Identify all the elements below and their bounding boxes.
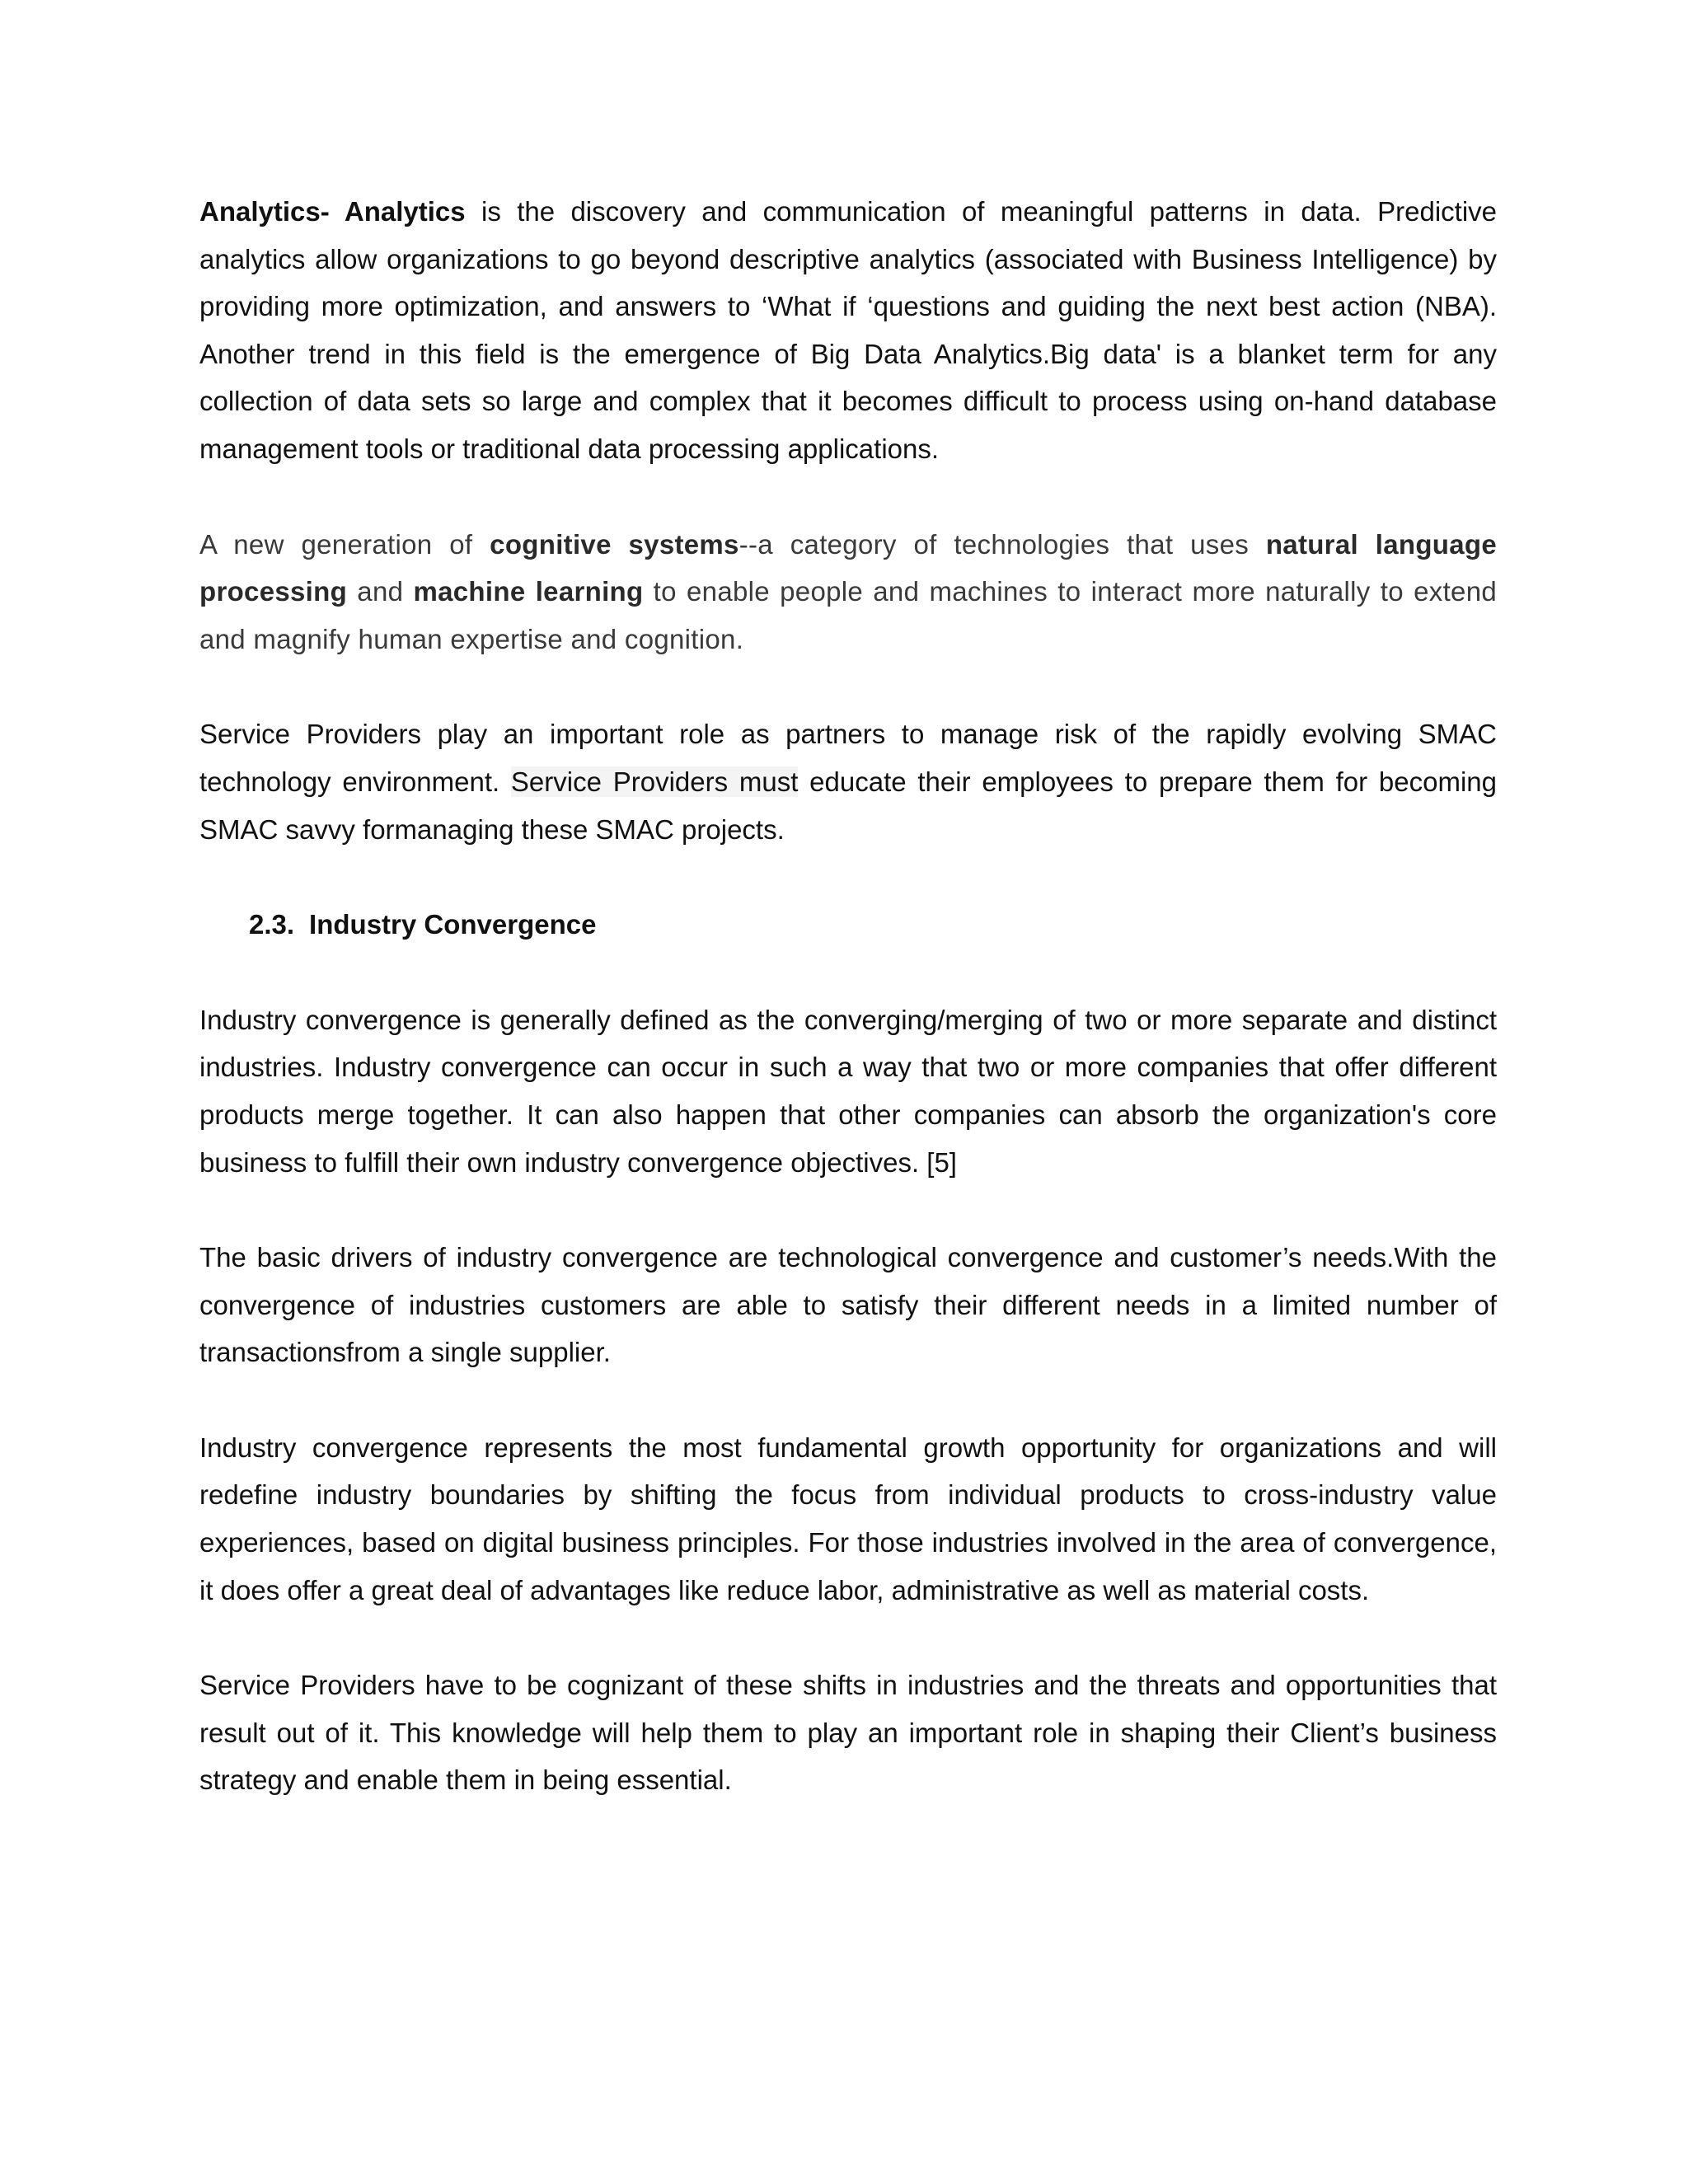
section-number: 2.3.	[249, 909, 295, 940]
paragraph-growth-opportunity: Industry convergence represents the most fundamental growth opportunity for organizations and will redefine industry boundaries by shifting the focus from individual products to cross-industry value experiences, based on digital business principles. For those industries involved in the area of convergence, it does offer a great deal of advantages like reduce labor, administrative as well as material costs.	[199, 1432, 1497, 1605]
service-providers-text-2: educate their employees to prepare them for becoming SMAC savvy formanaging these SMAC projects.	[199, 766, 1497, 845]
paragraph-service-providers-smac	[199, 710, 1497, 853]
highlighted-text: Service Providers must	[510, 766, 799, 797]
nlp-term: natural language processing	[199, 528, 1497, 607]
cognitive-text-3: and	[347, 576, 414, 607]
cognitive-text-2: --a category of technologies that uses	[738, 528, 1266, 560]
analytics-term: Analytics- Analytics	[199, 196, 466, 227]
machine-learning-term: machine learning	[413, 576, 644, 607]
paragraph-service-providers-cognizant: Service Providers have to be cognizant of these shifts in industries and the threats and opportunities that result out of it. This knowledge will help them to play an important role in shaping their Client’s business strategy and enable them in being essential.	[199, 1670, 1497, 1796]
cognitive-text-4: to enable people and machines to interact more naturally to extend and magnify human expertise and cognition.	[199, 576, 1497, 654]
cognitive-text-1: A new generation of	[199, 528, 490, 560]
paragraph-convergence-drivers: The basic drivers of industry convergence are technological convergence and customer’s needs.With the convergence of industries customers are able to satisfy their different needs in a limited number of transactionsfrom a single supplier.	[199, 1242, 1497, 1368]
analytics-text: is the discovery and communication of meaningful patterns in data. Predictive analytics allow organizations to go beyond descriptive analytics (associated with Business Intelligence) by providing more optimization, and answers to ‘What if ‘questions and guiding the next best action (NBA). Another trend in this field is the emergence of Big Data Analytics.Big data' is a blanket term for any collection of data sets so large and complex that it becomes difficult to process using on-hand database management tools or traditional data processing applications.	[199, 196, 1497, 464]
paragraph-analytics	[199, 188, 1497, 473]
section-title: Industry Convergence	[309, 909, 597, 940]
paragraph-cognitive-systems	[199, 521, 1497, 663]
cognitive-systems-term: cognitive systems	[490, 528, 739, 560]
document-body	[199, 188, 1497, 1852]
paragraph-convergence-definition: Industry convergence is generally defined as the converging/merging of two or more separate and distinct industries. Industry convergence can occur in such a way that two or more companies that offer different products merge together. It can also happen that other companies can absorb the organization's core business to fulfill their own industry convergence objectives. [5]	[199, 1004, 1497, 1178]
section-heading	[199, 901, 1497, 949]
service-providers-text-1: Service Providers play an important role as partners to manage risk of the rapidly evolving SMAC technology environment.	[199, 719, 1497, 797]
